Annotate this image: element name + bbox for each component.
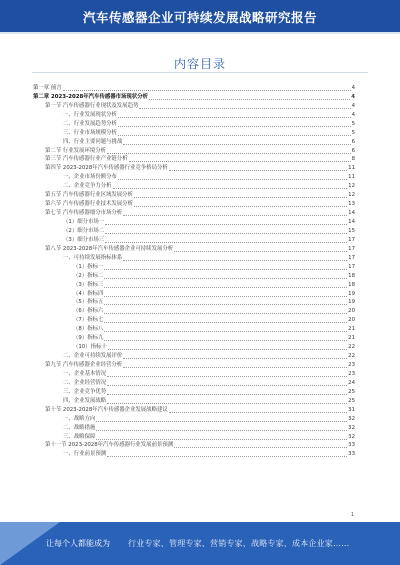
toc-entry[interactable] xyxy=(33,138,355,147)
toc-divider xyxy=(32,72,368,73)
toc-entry-label: （6）指标六 xyxy=(73,308,104,315)
toc-entry[interactable] xyxy=(33,129,355,138)
toc-entry-label: （1）细分市场一 xyxy=(63,219,105,226)
toc-entry-page: 4 xyxy=(351,93,355,100)
toc-entry[interactable] xyxy=(33,84,355,93)
toc-entry-label: （1）指标一 xyxy=(73,263,104,270)
toc-entry-label: （5）指标五 xyxy=(73,299,104,306)
toc-leader-dots xyxy=(105,219,347,225)
toc-leader-dots xyxy=(104,273,347,279)
toc-entry-label: （7）指标七 xyxy=(73,317,104,324)
toc-leader-dots xyxy=(123,353,347,359)
toc-entry-page: 32 xyxy=(348,433,355,440)
toc-entry-label: 第二章 2023-2028年汽车传感器市场现状分析 xyxy=(33,93,148,100)
toc-entry-page: 21 xyxy=(348,335,355,342)
toc-entry-page: 19 xyxy=(348,290,355,297)
toc-leader-dots xyxy=(96,416,347,422)
toc-entry[interactable] xyxy=(33,290,355,299)
toc-entry-page: 17 xyxy=(348,245,355,252)
toc-entry-label: 三、企业竞争优势 xyxy=(63,388,107,395)
toc-entry-label: 一、可持续发展指标体系 xyxy=(63,254,123,261)
toc-entry-label: 三、战略保障 xyxy=(63,433,96,440)
toc-entry-label: 第二节 行业发展环境分析 xyxy=(45,147,107,154)
toc-entry-page: 5 xyxy=(351,120,355,127)
toc-entry-page: 17 xyxy=(348,263,355,270)
toc-entry-label: 四、行业主要问题与挑战 xyxy=(63,138,123,145)
toc-entry[interactable] xyxy=(33,191,355,200)
toc-entry-label: （10）指标十 xyxy=(73,344,107,351)
toc-entry[interactable] xyxy=(33,433,355,442)
toc-entry-page: 6 xyxy=(351,147,355,154)
toc-entry-label: 四、企业发展战略 xyxy=(63,397,107,404)
toc-entry-page: 12 xyxy=(348,183,355,190)
toc-entry[interactable] xyxy=(33,182,355,191)
toc-entry-page: 18 xyxy=(348,281,355,288)
toc-entry[interactable] xyxy=(33,450,355,459)
toc-entry[interactable] xyxy=(33,325,355,334)
toc-leader-dots xyxy=(104,317,347,323)
toc-entry-label: 一、行业发展现状分析 xyxy=(63,111,117,118)
toc-entry[interactable] xyxy=(33,272,355,281)
toc-leader-dots xyxy=(134,192,347,198)
toc-leader-dots xyxy=(169,165,347,171)
toc-entry-label: 第四节 2023-2028年汽车传感器行业竞争格局分析 xyxy=(45,165,168,172)
toc-entry-page: 4 xyxy=(351,111,355,118)
toc-entry[interactable] xyxy=(33,343,355,352)
toc-leader-dots xyxy=(169,407,347,413)
toc-leader-dots xyxy=(139,103,350,109)
top-banner xyxy=(0,0,400,32)
toc-leader-dots xyxy=(107,389,347,395)
toc-entry[interactable] xyxy=(33,299,355,308)
toc-entry[interactable] xyxy=(33,281,355,290)
toc-leader-dots xyxy=(104,326,347,332)
toc-entry-label: 第五节 汽车传感器行业区域发展分析 xyxy=(45,192,133,199)
toc-entry[interactable] xyxy=(33,227,355,236)
toc-entry[interactable] xyxy=(33,388,355,397)
toc-leader-dots xyxy=(123,210,347,216)
toc-leader-dots xyxy=(104,308,347,314)
toc-entry-page: 25 xyxy=(348,388,355,395)
toc-entry-page: 19 xyxy=(348,299,355,306)
toc-leader-dots xyxy=(107,380,347,386)
table-of-contents xyxy=(33,84,355,459)
toc-entry-page: 23 xyxy=(348,370,355,377)
toc-leader-dots xyxy=(63,85,351,91)
toc-entry-label: 第一章 前言 xyxy=(33,84,62,91)
toc-entry-label: 一、战略方向 xyxy=(63,415,96,422)
toc-leader-dots xyxy=(174,246,347,252)
toc-leader-dots xyxy=(118,121,351,127)
toc-leader-dots xyxy=(107,398,347,404)
toc-leader-dots xyxy=(118,112,351,118)
toc-entry-label: 第十一节 2023-2028年汽车传感器行业发展前景预测 xyxy=(45,442,174,449)
toc-entry-page: 21 xyxy=(348,326,355,333)
toc-leader-dots xyxy=(129,156,351,162)
toc-entry[interactable] xyxy=(33,334,355,343)
toc-entry[interactable] xyxy=(33,173,355,182)
toc-leader-dots xyxy=(96,434,347,440)
toc-entry[interactable] xyxy=(33,236,355,245)
toc-entry-page: 17 xyxy=(348,236,355,243)
toc-entry[interactable] xyxy=(33,120,355,129)
toc-entry-page: 22 xyxy=(348,344,355,351)
toc-leader-dots xyxy=(105,237,347,243)
page-number: 1 xyxy=(350,512,354,518)
toc-leader-dots xyxy=(107,371,347,377)
header-rule xyxy=(0,32,400,34)
toc-entry[interactable] xyxy=(33,370,355,379)
footer-slogan: 让每个人都能成为 xyxy=(46,539,110,548)
toc-entry[interactable] xyxy=(33,406,355,415)
toc-entry[interactable] xyxy=(33,352,355,361)
toc-entry-label: 二、企业经营情况 xyxy=(63,379,107,386)
toc-entry-page: 32 xyxy=(348,415,355,422)
toc-heading: 内容目录 xyxy=(173,57,226,71)
toc-entry-page: 15 xyxy=(348,227,355,234)
toc-leader-dots xyxy=(123,255,347,261)
toc-leader-dots xyxy=(134,201,347,207)
toc-entry-page: 12 xyxy=(348,192,355,199)
toc-leader-dots xyxy=(107,148,351,154)
toc-entry[interactable] xyxy=(33,316,355,325)
toc-entry-page: 14 xyxy=(348,210,355,217)
toc-entry[interactable] xyxy=(33,156,355,165)
toc-entry-label: 第九节 汽车传感器企业经营分析 xyxy=(45,362,123,369)
toc-entry-page: 11 xyxy=(348,174,355,181)
toc-entry-page: 11 xyxy=(348,165,355,172)
toc-entry-label: 第七节 汽车传感器细分市场分析 xyxy=(45,210,123,217)
toc-entry-label: （9）指标九 xyxy=(73,335,104,342)
toc-entry-page: 5 xyxy=(351,129,355,136)
toc-entry-label: 二、企业竞争力分析 xyxy=(63,183,112,190)
toc-entry[interactable] xyxy=(33,147,355,156)
toc-entry-page: 18 xyxy=(348,272,355,279)
toc-entry-label: 第三节 汽车传感器行业产业链分析 xyxy=(45,156,128,163)
toc-entry[interactable] xyxy=(33,245,355,254)
toc-entry-label: 二、行业发展趋势分析 xyxy=(63,120,117,127)
toc-entry-page: 4 xyxy=(351,84,355,91)
toc-leader-dots xyxy=(174,442,347,448)
toc-entry-page: 20 xyxy=(348,308,355,315)
toc-leader-dots xyxy=(104,291,347,297)
toc-leader-dots xyxy=(149,94,350,100)
toc-entry-page: 6 xyxy=(351,138,355,145)
toc-entry-label: 第一节 汽车传感器行业现状及发展趋势 xyxy=(45,102,139,109)
toc-leader-dots xyxy=(107,451,347,457)
toc-entry-page: 31 xyxy=(348,406,355,413)
toc-entry-label: 一、企业市场份额分布 xyxy=(63,174,117,181)
toc-entry-page: 17 xyxy=(348,254,355,261)
toc-entry[interactable] xyxy=(33,209,355,218)
toc-entry-label: 第十节 2023-2028年汽车传感器企业发展战略建议 xyxy=(45,406,168,413)
report-title: 汽车传感器企业可持续发展战略研究报告 xyxy=(82,10,317,25)
toc-leader-dots xyxy=(108,344,347,350)
toc-leader-dots xyxy=(104,335,347,341)
toc-leader-dots xyxy=(105,228,347,234)
toc-entry-page: 24 xyxy=(348,379,355,386)
toc-entry-label: （2）细分市场二 xyxy=(63,227,105,234)
toc-entry[interactable] xyxy=(33,164,355,173)
toc-entry[interactable] xyxy=(33,397,355,406)
toc-entry[interactable] xyxy=(33,218,355,227)
toc-entry-label: 第八节 2023-2028年汽车传感器企业可持续发展分析 xyxy=(45,245,174,252)
toc-entry[interactable] xyxy=(33,200,355,209)
footer-band xyxy=(0,522,400,565)
toc-entry-page: 22 xyxy=(348,353,355,360)
toc-entry-label: 第六节 汽车传感器行业技术发展分析 xyxy=(45,201,133,208)
toc-entry-label: 一、行业前景预测 xyxy=(63,451,107,458)
toc-leader-dots xyxy=(104,299,347,305)
toc-entry[interactable] xyxy=(33,111,355,120)
toc-entry-page: 20 xyxy=(348,317,355,324)
toc-entry-label: （8）指标八 xyxy=(73,326,104,333)
toc-leader-dots xyxy=(118,174,347,180)
toc-entry-page: 25 xyxy=(348,397,355,404)
toc-entry-page: 32 xyxy=(348,424,355,431)
toc-entry[interactable] xyxy=(33,102,355,111)
toc-entry-label: （3）细分市场三 xyxy=(63,236,105,243)
toc-leader-dots xyxy=(104,282,347,288)
toc-entry-label: （2）指标二 xyxy=(73,272,104,279)
toc-entry[interactable] xyxy=(33,442,355,451)
toc-leader-dots xyxy=(113,183,348,189)
toc-leader-dots xyxy=(96,425,347,431)
toc-entry-page: 33 xyxy=(348,451,355,458)
toc-entry-label: 一、企业基本情况 xyxy=(63,370,107,377)
footer-tagline: 行业专家、管理专家、营销专家、战略专家、成本企业家…… xyxy=(128,539,350,548)
toc-entry-page: 23 xyxy=(348,362,355,369)
toc-entry-label: 三、行业市场规模分析 xyxy=(63,129,117,136)
toc-entry[interactable] xyxy=(33,263,355,272)
toc-entry-label: （4）指标四 xyxy=(73,290,104,297)
toc-leader-dots xyxy=(123,139,350,145)
toc-entry-page: 13 xyxy=(348,201,355,208)
toc-entry-page: 4 xyxy=(351,102,355,109)
toc-entry-label: （3）指标三 xyxy=(73,281,104,288)
toc-entry[interactable] xyxy=(33,93,355,102)
toc-entry-label: 二、企业可持续发展评价 xyxy=(63,353,123,360)
toc-leader-dots xyxy=(123,362,347,368)
toc-entry[interactable] xyxy=(33,307,355,316)
toc-entry[interactable] xyxy=(33,361,355,370)
toc-entry-page: 8 xyxy=(351,156,355,163)
toc-entry[interactable] xyxy=(33,424,355,433)
toc-entry-page: 14 xyxy=(348,219,355,226)
toc-entry[interactable] xyxy=(33,254,355,263)
toc-leader-dots xyxy=(118,130,351,136)
toc-leader-dots xyxy=(104,264,347,270)
toc-entry[interactable] xyxy=(33,379,355,388)
toc-entry-page: 33 xyxy=(348,442,355,449)
toc-entry[interactable] xyxy=(33,415,355,424)
toc-entry-label: 二、战略措施 xyxy=(63,424,96,431)
